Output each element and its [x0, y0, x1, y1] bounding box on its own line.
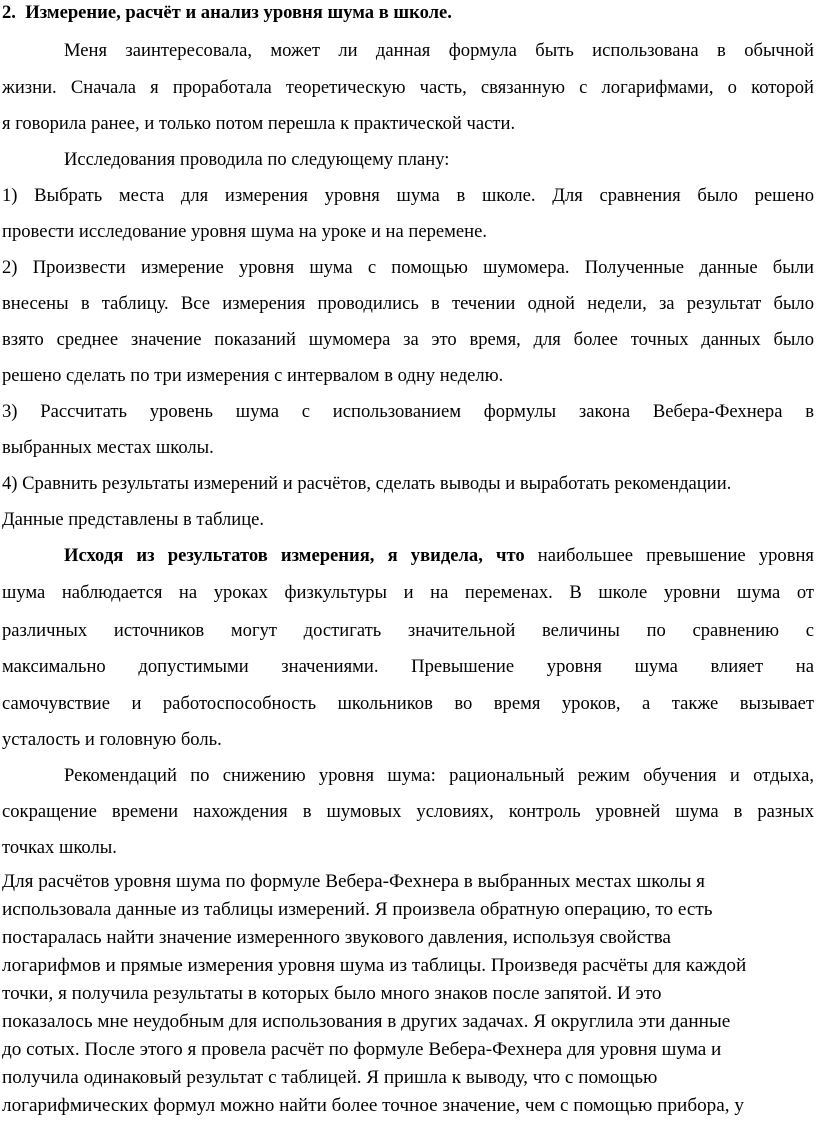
list-item-2-cont: решено сделать по три измерения с интервалом в одну неделю.: [2, 365, 504, 386]
calc-paragraph-line: постаралась найти значение измеренного звукового давления, используя свойства: [2, 927, 671, 948]
paragraph-line: я говорила ранее, и только потом перешла к практической части.: [2, 113, 516, 134]
results-lead-rest: наибольшее превышение уровня: [524, 545, 814, 566]
paragraph-line: Меня заинтересовала, может ли данная формула быть использована в обычной: [64, 40, 814, 61]
recommendations-line: Рекомендаций по снижению уровня шума: рациональный режим обучения и отдыха,: [64, 765, 814, 786]
recommendations-line: сокращение времени нахождения в шумовых условиях, контроль уровней шума в разных: [2, 801, 814, 822]
paragraph-line: самочувствие и работоспособность школьников во время уроков, а также вызывает: [2, 693, 814, 714]
calc-paragraph-line: Для расчётов уровня шума по формуле Вебера-Фехнера в выбранных местах школы я: [2, 871, 705, 892]
list-item-2: 2) Произвести измерение уровня шума с помощью шумомера. Полученные данные были: [2, 257, 814, 278]
calc-paragraph-line: показалось мне неудобным для использования в других задачах. Я округлила эти данные: [2, 1011, 731, 1032]
list-item-3-cont: выбранных местах школы.: [2, 437, 214, 458]
results-lead-bold: Исходя из результатов измерения, я увидела, что: [64, 545, 525, 566]
list-item-2-cont: внесены в таблицу. Все измерения проводились в течении одной недели, за результат было: [2, 293, 814, 314]
section-number: 2.: [2, 2, 16, 23]
plan-intro: Исследования проводила по следующему плану:: [64, 149, 450, 170]
paragraph-line: жизни. Сначала я проработала теоретическую часть, связанную с логарифмами, о которой: [2, 77, 814, 98]
calc-paragraph-line: получила одинаковый результат с таблицей. Я пришла к выводу, что с помощью: [2, 1067, 658, 1088]
list-item-3: 3) Рассчитать уровень шума с использованием формулы закона Вебера-Фехнера в: [2, 401, 814, 422]
calc-paragraph-line: использовала данные из таблицы измерений. Я произвела обратную операцию, то есть: [2, 899, 713, 920]
calc-paragraph-line: до сотых. После этого я провела расчёт по формуле Вебера-Фехнера для уровня шума и: [2, 1039, 722, 1060]
results-paragraph-start: [64, 545, 814, 567]
list-item-1: 1) Выбрать места для измерения уровня шума в школе. Для сравнения было решено: [2, 185, 814, 206]
paragraph-line: различных источников могут достигать значительной величины по сравнению с: [2, 620, 814, 641]
paragraph-line: максимально допустимыми значениями. Превышение уровня шума влияет на: [2, 656, 814, 677]
section-heading: [2, 2, 452, 24]
calc-paragraph-line: логарифмов и прямые измерения уровня шума из таблицы. Произведя расчёты для каждой: [2, 955, 747, 976]
table-reference: Данные представлены в таблице.: [2, 509, 265, 530]
paragraph-line: шума наблюдается на уроках физкультуры и на переменах. В школе уровни шума от: [2, 582, 814, 603]
recommendations-line: точках школы.: [2, 837, 117, 858]
paragraph-line: усталость и головную боль.: [2, 729, 222, 750]
calc-paragraph-line: логарифмических формул можно найти более точное значение, чем с помощью прибора, у: [2, 1095, 744, 1116]
calc-paragraph-line: точки, я получила результаты в которых было много знаков после запятой. И это: [2, 983, 662, 1004]
section-title: Измерение, расчёт и анализ уровня шума в школе.: [25, 2, 452, 23]
list-item-4: 4) Сравнить результаты измерений и расчётов, сделать выводы и выработать рекомендации.: [2, 473, 732, 494]
list-item-2-cont: взято среднее значение показаний шумомера за это время, для более точных данных было: [2, 329, 814, 350]
list-item-1-cont: провести исследование уровня шума на уроке и на перемене.: [2, 221, 488, 242]
